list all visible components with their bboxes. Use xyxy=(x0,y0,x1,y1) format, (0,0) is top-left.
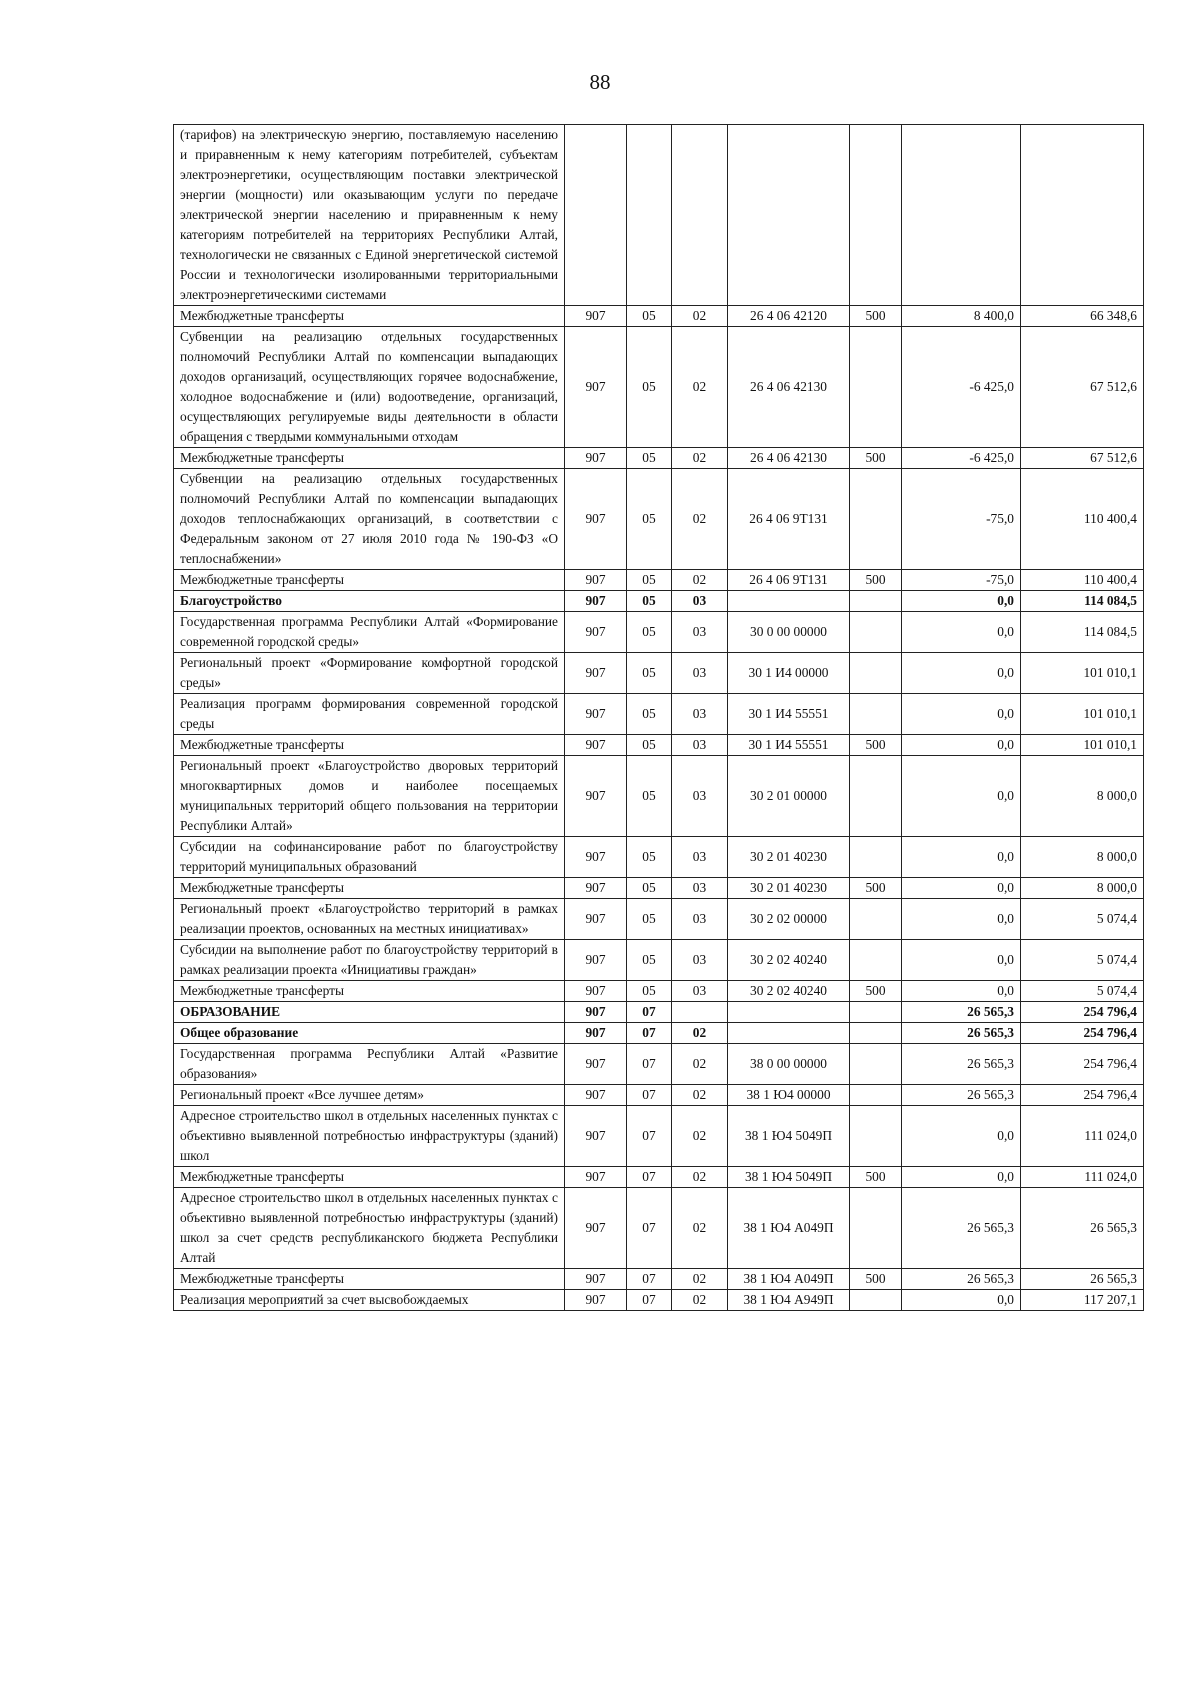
table-row xyxy=(174,735,1144,756)
expense-type-code-cell xyxy=(850,612,902,653)
item-name-cell: Реализация программ формирования современной городской среды xyxy=(174,694,565,735)
ministry-code-cell: 907 xyxy=(565,1269,627,1290)
item-name-cell: Реализация мероприятий за счет высвобождаемых xyxy=(174,1290,565,1311)
item-name-cell: Адресное строительство школ в отдельных населенных пунктах с объективно выявленной потребностью инфраструктуры (зданий) школ за счет средств республиканского бюджета Республики Алтай xyxy=(174,1188,565,1269)
expense-type-code-cell: 500 xyxy=(850,306,902,327)
total-amount-cell: 67 512,6 xyxy=(1021,448,1144,469)
target-article-code-cell: 30 1 И4 55551 xyxy=(728,735,850,756)
change-amount-cell: 0,0 xyxy=(902,878,1021,899)
table-row xyxy=(174,756,1144,837)
target-article-code-cell: 26 4 06 42130 xyxy=(728,448,850,469)
total-amount-cell: 8 000,0 xyxy=(1021,756,1144,837)
item-name-cell: Государственная программа Республики Алтай «Формирование современной городской среды» xyxy=(174,612,565,653)
item-name-cell: ОБРАЗОВАНИЕ xyxy=(174,1002,565,1023)
table-row xyxy=(174,570,1144,591)
change-amount-cell: -6 425,0 xyxy=(902,448,1021,469)
ministry-code-cell: 907 xyxy=(565,878,627,899)
expense-type-code-cell: 500 xyxy=(850,1269,902,1290)
change-amount-cell: 0,0 xyxy=(902,1290,1021,1311)
change-amount-cell: 0,0 xyxy=(902,591,1021,612)
expense-type-code-cell: 500 xyxy=(850,1167,902,1188)
table-row xyxy=(174,837,1144,878)
item-name-cell: Межбюджетные трансферты xyxy=(174,1167,565,1188)
expense-type-code-cell: 500 xyxy=(850,735,902,756)
item-name-cell: Субвенции на реализацию отдельных государственных полномочий Республики Алтай по компенсации выпадающих доходов теплоснабжающих организаций, в соответствии с Федеральным законом от 27 июля 2010 года № 190-ФЗ «О теплоснабжении» xyxy=(174,469,565,570)
subsection-code-cell: 03 xyxy=(672,837,728,878)
table-row xyxy=(174,327,1144,448)
subsection-code-cell: 02 xyxy=(672,1085,728,1106)
ministry-code-cell: 907 xyxy=(565,591,627,612)
expense-type-code-cell xyxy=(850,1188,902,1269)
expense-type-code-cell xyxy=(850,1044,902,1085)
section-code-cell: 05 xyxy=(627,878,672,899)
target-article-code-cell: 30 2 02 00000 xyxy=(728,899,850,940)
section-code-cell: 07 xyxy=(627,1085,672,1106)
section-code-cell: 05 xyxy=(627,694,672,735)
change-amount-cell: -6 425,0 xyxy=(902,327,1021,448)
target-article-code-cell: 26 4 06 42120 xyxy=(728,306,850,327)
change-amount-cell: -75,0 xyxy=(902,469,1021,570)
item-name-cell: Государственная программа Республики Алтай «Развитие образования» xyxy=(174,1044,565,1085)
target-article-code-cell xyxy=(728,125,850,306)
table-row xyxy=(174,1290,1144,1311)
target-article-code-cell: 26 4 06 42130 xyxy=(728,327,850,448)
section-code-cell: 05 xyxy=(627,448,672,469)
subsection-code-cell: 03 xyxy=(672,899,728,940)
section-code-cell: 07 xyxy=(627,1023,672,1044)
table-row xyxy=(174,1023,1144,1044)
total-amount-cell: 101 010,1 xyxy=(1021,735,1144,756)
change-amount-cell: 26 565,3 xyxy=(902,1085,1021,1106)
ministry-code-cell: 907 xyxy=(565,448,627,469)
subsection-code-cell: 02 xyxy=(672,469,728,570)
expense-type-code-cell xyxy=(850,1106,902,1167)
target-article-code-cell: 38 1 Ю4 00000 xyxy=(728,1085,850,1106)
expense-type-code-cell xyxy=(850,1085,902,1106)
item-name-cell: Адресное строительство школ в отдельных населенных пунктах с объективно выявленной потребностью инфраструктуры (зданий) школ xyxy=(174,1106,565,1167)
section-code-cell: 05 xyxy=(627,899,672,940)
change-amount-cell: 26 565,3 xyxy=(902,1269,1021,1290)
ministry-code-cell: 907 xyxy=(565,612,627,653)
total-amount-cell: 254 796,4 xyxy=(1021,1002,1144,1023)
ministry-code-cell: 907 xyxy=(565,1023,627,1044)
subsection-code-cell: 03 xyxy=(672,940,728,981)
subsection-code-cell: 03 xyxy=(672,653,728,694)
expense-type-code-cell xyxy=(850,899,902,940)
section-code-cell: 05 xyxy=(627,653,672,694)
total-amount-cell: 67 512,6 xyxy=(1021,327,1144,448)
target-article-code-cell: 38 1 Ю4 А049П xyxy=(728,1269,850,1290)
change-amount-cell: 0,0 xyxy=(902,1167,1021,1188)
table-row xyxy=(174,899,1144,940)
subsection-code-cell: 03 xyxy=(672,591,728,612)
ministry-code-cell xyxy=(565,125,627,306)
total-amount-cell: 254 796,4 xyxy=(1021,1085,1144,1106)
item-name-cell: Субсидии на софинансирование работ по благоустройству территорий муниципальных образований xyxy=(174,837,565,878)
subsection-code-cell: 02 xyxy=(672,1188,728,1269)
expense-type-code-cell xyxy=(850,469,902,570)
section-code-cell: 05 xyxy=(627,940,672,981)
item-name-cell: Межбюджетные трансферты xyxy=(174,448,565,469)
subsection-code-cell: 03 xyxy=(672,981,728,1002)
ministry-code-cell: 907 xyxy=(565,570,627,591)
section-code-cell: 07 xyxy=(627,1269,672,1290)
ministry-code-cell: 907 xyxy=(565,837,627,878)
section-code-cell: 05 xyxy=(627,591,672,612)
table-row xyxy=(174,591,1144,612)
total-amount-cell: 110 400,4 xyxy=(1021,469,1144,570)
ministry-code-cell: 907 xyxy=(565,1167,627,1188)
section-code-cell: 07 xyxy=(627,1002,672,1023)
subsection-code-cell: 02 xyxy=(672,570,728,591)
item-name-cell: Межбюджетные трансферты xyxy=(174,1269,565,1290)
target-article-code-cell: 26 4 06 9Т131 xyxy=(728,469,850,570)
change-amount-cell: 0,0 xyxy=(902,612,1021,653)
target-article-code-cell xyxy=(728,1023,850,1044)
change-amount-cell: 26 565,3 xyxy=(902,1023,1021,1044)
section-code-cell: 05 xyxy=(627,981,672,1002)
expense-type-code-cell xyxy=(850,125,902,306)
total-amount-cell: 5 074,4 xyxy=(1021,899,1144,940)
expense-type-code-cell xyxy=(850,1002,902,1023)
section-code-cell xyxy=(627,125,672,306)
subsection-code-cell: 03 xyxy=(672,694,728,735)
expense-type-code-cell xyxy=(850,653,902,694)
target-article-code-cell xyxy=(728,1002,850,1023)
change-amount-cell: 26 565,3 xyxy=(902,1188,1021,1269)
table-row xyxy=(174,1269,1144,1290)
table-row xyxy=(174,981,1144,1002)
table-row xyxy=(174,1188,1144,1269)
ministry-code-cell: 907 xyxy=(565,306,627,327)
change-amount-cell: 0,0 xyxy=(902,653,1021,694)
subsection-code-cell: 02 xyxy=(672,1106,728,1167)
change-amount-cell: 0,0 xyxy=(902,981,1021,1002)
ministry-code-cell: 907 xyxy=(565,940,627,981)
expense-type-code-cell xyxy=(850,1290,902,1311)
change-amount-cell: 26 565,3 xyxy=(902,1002,1021,1023)
section-code-cell: 07 xyxy=(627,1167,672,1188)
total-amount-cell: 114 084,5 xyxy=(1021,591,1144,612)
total-amount-cell: 111 024,0 xyxy=(1021,1106,1144,1167)
change-amount-cell: 0,0 xyxy=(902,899,1021,940)
expense-type-code-cell: 500 xyxy=(850,448,902,469)
total-amount-cell: 8 000,0 xyxy=(1021,878,1144,899)
expense-type-code-cell xyxy=(850,327,902,448)
item-name-cell: Благоустройство xyxy=(174,591,565,612)
target-article-code-cell: 26 4 06 9Т131 xyxy=(728,570,850,591)
item-name-cell: Субвенции на реализацию отдельных государственных полномочий Республики Алтай по компенсации выпадающих доходов организаций, осуществляющих горячее водоснабжение, холодное водоснабжение и (или) водоотведение, организаций, осуществляющих регулируемые виды деятельности в области обращения с твердыми коммунальными отходам xyxy=(174,327,565,448)
item-name-cell: Региональный проект «Формирование комфортной городской среды» xyxy=(174,653,565,694)
total-amount-cell: 5 074,4 xyxy=(1021,981,1144,1002)
total-amount-cell: 66 348,6 xyxy=(1021,306,1144,327)
expense-type-code-cell xyxy=(850,591,902,612)
total-amount-cell: 101 010,1 xyxy=(1021,694,1144,735)
section-code-cell: 05 xyxy=(627,327,672,448)
table-row xyxy=(174,1044,1144,1085)
change-amount-cell: 0,0 xyxy=(902,940,1021,981)
ministry-code-cell: 907 xyxy=(565,1106,627,1167)
item-name-cell: Региональный проект «Благоустройство территорий в рамках реализации проектов, основанных на местных инициативах» xyxy=(174,899,565,940)
target-article-code-cell: 30 2 01 40230 xyxy=(728,837,850,878)
target-article-code-cell: 30 2 01 40230 xyxy=(728,878,850,899)
table-row xyxy=(174,940,1144,981)
total-amount-cell: 254 796,4 xyxy=(1021,1044,1144,1085)
table-row xyxy=(174,612,1144,653)
section-code-cell: 05 xyxy=(627,756,672,837)
item-name-cell: Межбюджетные трансферты xyxy=(174,981,565,1002)
table-row xyxy=(174,1106,1144,1167)
subsection-code-cell: 03 xyxy=(672,756,728,837)
item-name-cell: Межбюджетные трансферты xyxy=(174,306,565,327)
total-amount-cell: 110 400,4 xyxy=(1021,570,1144,591)
ministry-code-cell: 907 xyxy=(565,735,627,756)
change-amount-cell: 26 565,3 xyxy=(902,1044,1021,1085)
item-name-cell: Общее образование xyxy=(174,1023,565,1044)
target-article-code-cell: 30 1 И4 55551 xyxy=(728,694,850,735)
subsection-code-cell: 03 xyxy=(672,612,728,653)
expense-type-code-cell xyxy=(850,1023,902,1044)
item-name-cell: Региональный проект «Все лучшее детям» xyxy=(174,1085,565,1106)
table-body xyxy=(174,125,1144,1311)
change-amount-cell: 8 400,0 xyxy=(902,306,1021,327)
item-name-cell: Межбюджетные трансферты xyxy=(174,570,565,591)
total-amount-cell: 114 084,5 xyxy=(1021,612,1144,653)
ministry-code-cell: 907 xyxy=(565,469,627,570)
section-code-cell: 05 xyxy=(627,735,672,756)
budget-table xyxy=(173,124,1144,1311)
subsection-code-cell: 02 xyxy=(672,1167,728,1188)
subsection-code-cell: 02 xyxy=(672,1290,728,1311)
change-amount-cell: 0,0 xyxy=(902,735,1021,756)
target-article-code-cell: 30 1 И4 00000 xyxy=(728,653,850,694)
target-article-code-cell: 38 0 00 00000 xyxy=(728,1044,850,1085)
target-article-code-cell: 30 0 00 00000 xyxy=(728,612,850,653)
item-name-cell: Межбюджетные трансферты xyxy=(174,735,565,756)
table-row xyxy=(174,878,1144,899)
change-amount-cell xyxy=(902,125,1021,306)
target-article-code-cell: 30 2 02 40240 xyxy=(728,981,850,1002)
ministry-code-cell: 907 xyxy=(565,1085,627,1106)
subsection-code-cell xyxy=(672,1002,728,1023)
table-row xyxy=(174,653,1144,694)
ministry-code-cell: 907 xyxy=(565,899,627,940)
expense-type-code-cell: 500 xyxy=(850,878,902,899)
page-number: 88 xyxy=(589,70,611,94)
subsection-code-cell: 02 xyxy=(672,1023,728,1044)
subsection-code-cell: 02 xyxy=(672,1269,728,1290)
section-code-cell: 05 xyxy=(627,306,672,327)
table-row xyxy=(174,306,1144,327)
subsection-code-cell: 03 xyxy=(672,735,728,756)
ministry-code-cell: 907 xyxy=(565,1002,627,1023)
section-code-cell: 05 xyxy=(627,837,672,878)
target-article-code-cell: 38 1 Ю4 5049П xyxy=(728,1167,850,1188)
section-code-cell: 07 xyxy=(627,1188,672,1269)
change-amount-cell: 0,0 xyxy=(902,1106,1021,1167)
target-article-code-cell: 38 1 Ю4 А049П xyxy=(728,1188,850,1269)
item-name-cell: Субсидии на выполнение работ по благоустройству территорий в рамках реализации проекта «Инициативы граждан» xyxy=(174,940,565,981)
expense-type-code-cell xyxy=(850,837,902,878)
table-row xyxy=(174,469,1144,570)
table-row xyxy=(174,448,1144,469)
total-amount-cell: 101 010,1 xyxy=(1021,653,1144,694)
expense-type-code-cell xyxy=(850,756,902,837)
subsection-code-cell: 03 xyxy=(672,878,728,899)
ministry-code-cell: 907 xyxy=(565,653,627,694)
ministry-code-cell: 907 xyxy=(565,327,627,448)
subsection-code-cell: 02 xyxy=(672,306,728,327)
subsection-code-cell xyxy=(672,125,728,306)
item-name-cell: (тарифов) на электрическую энергию, поставляемую населению и приравненным к нему категориям потребителей, субъектам электроэнергетики, осуществляющим поставки электрической энергии (мощности) или оказывающим услуги по передаче электрической энергии населению и приравненным к нему категориям потребителей на территориях Республики Алтай, технологически не связанных с Единой энергетической системой России и технологически изолированными территориальными электроэнергетическими системами xyxy=(174,125,565,306)
table-row xyxy=(174,1085,1144,1106)
ministry-code-cell: 907 xyxy=(565,1044,627,1085)
subsection-code-cell: 02 xyxy=(672,327,728,448)
item-name-cell: Межбюджетные трансферты xyxy=(174,878,565,899)
target-article-code-cell: 38 1 Ю4 5049П xyxy=(728,1106,850,1167)
table-row xyxy=(174,1002,1144,1023)
subsection-code-cell: 02 xyxy=(672,448,728,469)
total-amount-cell: 254 796,4 xyxy=(1021,1023,1144,1044)
total-amount-cell: 111 024,0 xyxy=(1021,1167,1144,1188)
table-row xyxy=(174,125,1144,306)
expense-type-code-cell xyxy=(850,694,902,735)
section-code-cell: 07 xyxy=(627,1044,672,1085)
subsection-code-cell: 02 xyxy=(672,1044,728,1085)
ministry-code-cell: 907 xyxy=(565,694,627,735)
target-article-code-cell: 30 2 02 40240 xyxy=(728,940,850,981)
total-amount-cell: 26 565,3 xyxy=(1021,1269,1144,1290)
change-amount-cell: 0,0 xyxy=(902,756,1021,837)
expense-type-code-cell xyxy=(850,940,902,981)
section-code-cell: 05 xyxy=(627,469,672,570)
total-amount-cell xyxy=(1021,125,1144,306)
expense-type-code-cell: 500 xyxy=(850,570,902,591)
total-amount-cell: 8 000,0 xyxy=(1021,837,1144,878)
target-article-code-cell: 38 1 Ю4 А949П xyxy=(728,1290,850,1311)
ministry-code-cell: 907 xyxy=(565,981,627,1002)
ministry-code-cell: 907 xyxy=(565,1188,627,1269)
section-code-cell: 07 xyxy=(627,1290,672,1311)
target-article-code-cell xyxy=(728,591,850,612)
target-article-code-cell: 30 2 01 00000 xyxy=(728,756,850,837)
item-name-cell: Региональный проект «Благоустройство дворовых территорий многоквартирных домов и наиболее посещаемых муниципальных территорий общего пользования на территории Республики Алтай» xyxy=(174,756,565,837)
change-amount-cell: 0,0 xyxy=(902,837,1021,878)
change-amount-cell: 0,0 xyxy=(902,694,1021,735)
table-row xyxy=(174,694,1144,735)
total-amount-cell: 5 074,4 xyxy=(1021,940,1144,981)
expense-type-code-cell: 500 xyxy=(850,981,902,1002)
total-amount-cell: 26 565,3 xyxy=(1021,1188,1144,1269)
section-code-cell: 07 xyxy=(627,1106,672,1167)
total-amount-cell: 117 207,1 xyxy=(1021,1290,1144,1311)
section-code-cell: 05 xyxy=(627,570,672,591)
change-amount-cell: -75,0 xyxy=(902,570,1021,591)
ministry-code-cell: 907 xyxy=(565,1290,627,1311)
ministry-code-cell: 907 xyxy=(565,756,627,837)
section-code-cell: 05 xyxy=(627,612,672,653)
table-row xyxy=(174,1167,1144,1188)
